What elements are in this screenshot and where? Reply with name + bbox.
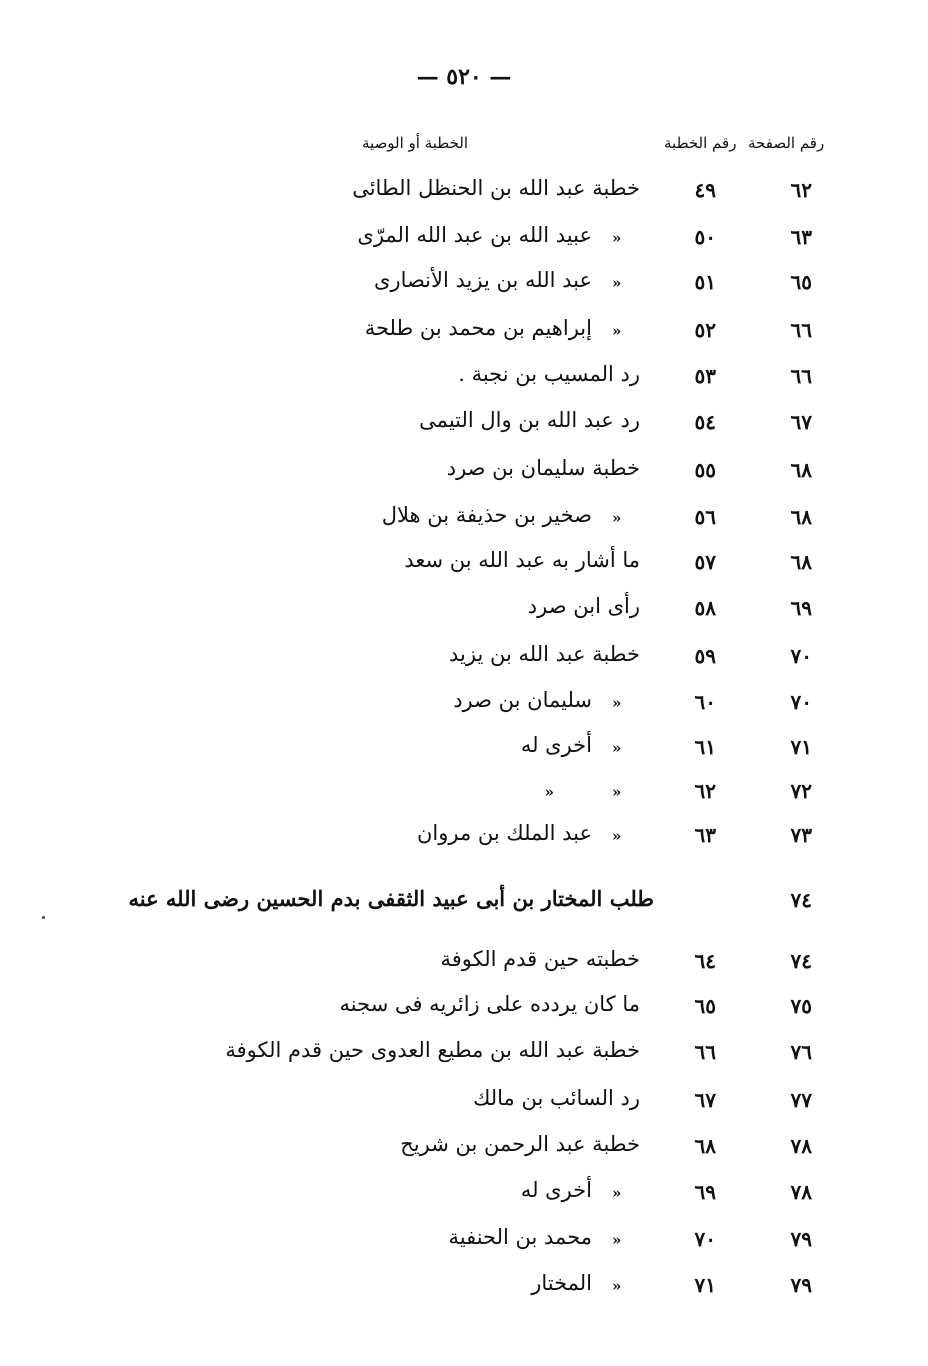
speech-number: ٥٠ xyxy=(694,225,716,249)
speech-number: ٥٥ xyxy=(694,458,716,482)
page-ref: ٧٨ xyxy=(790,1180,812,1204)
ditto-mark: » xyxy=(612,1231,622,1249)
page-ref: ٧٥ xyxy=(790,994,812,1018)
speech-title: رد السائب بن مالك xyxy=(473,1086,640,1110)
page-ref: ٧٩ xyxy=(790,1227,812,1251)
page-ref: ٧٤ xyxy=(790,949,812,973)
speech-title: خطبة عبد الله بن الحنظل الطائى xyxy=(352,176,640,200)
page-ref: ٧٦ xyxy=(790,1040,812,1064)
speech-title: ما كان يردده على زائريه فى سجنه xyxy=(339,992,640,1016)
page-ref: ٧٠ xyxy=(790,644,812,668)
speech-title: صخير بن حذيفة بن هلال xyxy=(381,503,592,527)
speech-number: ٥٢ xyxy=(694,318,716,342)
page-ref: ٧٨ xyxy=(790,1134,812,1158)
speech-title: خطبة عبد الله بن مطيع العدوى حين قدم الكوفة xyxy=(225,1038,640,1062)
page-ref: ٧٢ xyxy=(790,779,812,803)
speech-title: رأى ابن صرد xyxy=(527,594,640,618)
page-ref: ٦٥ xyxy=(790,270,812,294)
header-number-column: رقم الخطبة xyxy=(664,134,737,152)
speech-number: ٦٨ xyxy=(694,1134,716,1158)
speech-title: محمد بن الحنفية xyxy=(448,1225,592,1249)
speech-title: إبراهيم بن محمد بن طلحة xyxy=(364,316,592,340)
ditto-mark: » xyxy=(612,827,622,845)
speech-title: عبد الله بن يزيد الأنصارى xyxy=(373,268,592,292)
speech-number: ٥٨ xyxy=(694,596,716,620)
speech-title: رد المسيب بن نجبة . xyxy=(458,362,640,386)
page-ref: ٧٤ xyxy=(790,888,812,912)
speech-title: أخرى له xyxy=(520,733,592,757)
speech-title: خطبة سليمان بن صرد xyxy=(446,456,640,480)
speech-title: أخرى له xyxy=(520,1178,592,1202)
speech-number: ٦٧ xyxy=(694,1088,716,1112)
speech-number: ٦٤ xyxy=(694,949,716,973)
ditto-mark: » xyxy=(612,229,622,247)
speech-number: ٥٤ xyxy=(694,410,716,434)
speech-title: » xyxy=(544,783,554,801)
speech-number: ٥٣ xyxy=(694,364,716,388)
speech-title: رد عبد الله بن وال التيمى xyxy=(419,408,640,432)
speech-title: عبد الملك بن مروان xyxy=(416,821,592,845)
speech-number: ٥٦ xyxy=(694,505,716,529)
speech-title: المختار xyxy=(531,1271,592,1295)
speech-title: سليمان بن صرد xyxy=(453,688,592,712)
speech-number: ٧١ xyxy=(694,1273,716,1297)
page-ref: ٦٨ xyxy=(790,458,812,482)
page-ref: ٧٣ xyxy=(790,823,812,847)
speech-title: خطبته حين قدم الكوفة xyxy=(440,947,640,971)
page-ref: ٦٦ xyxy=(790,318,812,342)
speech-number: ٦٣ xyxy=(694,823,716,847)
page-ref: ٦٨ xyxy=(790,505,812,529)
page-ref: ٧٩ xyxy=(790,1273,812,1297)
speech-number: ٥٩ xyxy=(694,644,716,668)
speech-number: ٦٦ xyxy=(694,1040,716,1064)
speech-number: ٥١ xyxy=(694,270,716,294)
speech-number: ٦٩ xyxy=(694,1180,716,1204)
speech-number: ٥٧ xyxy=(694,550,716,574)
ditto-mark: » xyxy=(612,694,622,712)
speech-title: خطبة عبد الرحمن بن شريح xyxy=(400,1132,640,1156)
page-ref: ٧١ xyxy=(790,735,812,759)
header-page-column: رقم الصفحة xyxy=(748,134,825,152)
ditto-mark: » xyxy=(612,322,622,340)
speech-number: ٧٠ xyxy=(694,1227,716,1251)
page-ref: ٦٢ xyxy=(790,178,812,202)
page-speck xyxy=(42,916,45,919)
page-ref: ٦٨ xyxy=(790,550,812,574)
page-ref: ٦٦ xyxy=(790,364,812,388)
page-ref: ٦٧ xyxy=(790,410,812,434)
page-ref: ٧٧ xyxy=(790,1088,812,1112)
speech-title: ما أشار به عبد الله بن سعد xyxy=(404,548,640,572)
ditto-mark: » xyxy=(612,509,622,527)
ditto-mark: » xyxy=(612,1277,622,1295)
header-title-column: الخطبة أو الوصية xyxy=(362,134,469,152)
speech-number: ٦٢ xyxy=(694,779,716,803)
speech-title: عبيد الله بن عبد الله المرّى xyxy=(357,223,592,247)
page-number: — ٥٢٠ — xyxy=(416,64,512,90)
speech-number: ٦٠ xyxy=(694,690,716,714)
section-heading: طلب المختار بن أبى عبيد الثقفى بدم الحسين رضى الله عنه xyxy=(128,886,654,911)
ditto-mark: » xyxy=(612,739,622,757)
ditto-mark: » xyxy=(612,783,622,801)
ditto-mark: » xyxy=(612,1184,622,1202)
speech-number: ٦١ xyxy=(694,735,716,759)
page-ref: ٦٩ xyxy=(790,596,812,620)
speech-number: ٤٩ xyxy=(694,178,716,202)
ditto-mark: » xyxy=(612,274,622,292)
speech-number: ٦٥ xyxy=(694,994,716,1018)
page-ref: ٦٣ xyxy=(790,225,812,249)
page-ref: ٧٠ xyxy=(790,690,812,714)
speech-title: خطبة عبد الله بن يزيد xyxy=(449,642,640,666)
